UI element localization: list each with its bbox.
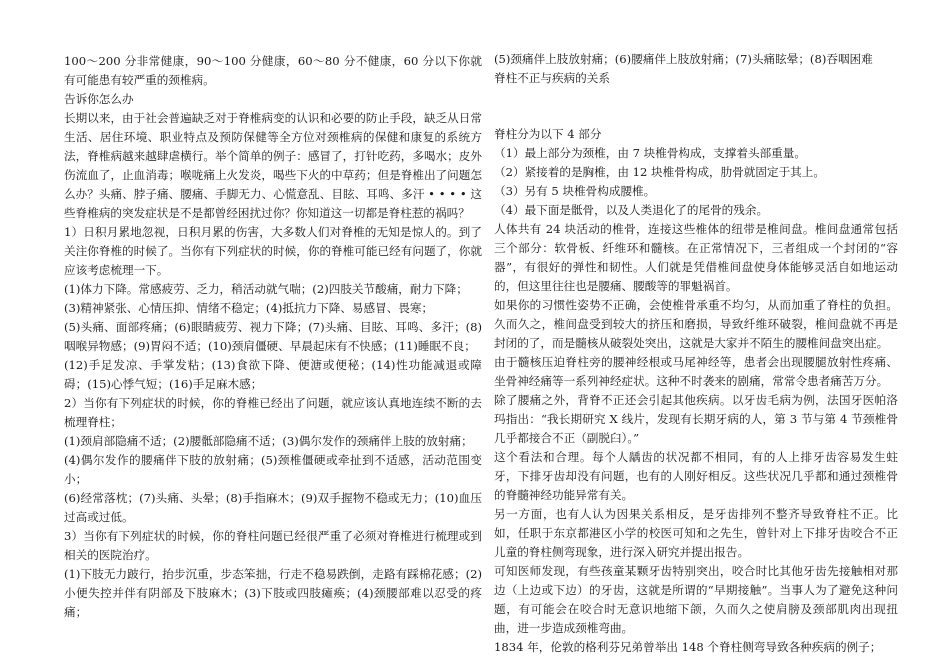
right-paragraph: （1）最上部分为颈椎，由 7 块椎骨构成，支撑着头部重量。 — [494, 146, 806, 160]
right-paragraph: 人体共有 24 块活动的椎骨，连接这些椎体的纽带是椎间盘。椎间盘通常包括三个部分：软骨板、纤维环和髓核。在正常情况下，三者组成一个封闭的“容器”，有很好的弹性和韧性。人们就是凭借椎间盘使身体能够灵活自如地运动的，但这里往往也是腰痛、腰酸等的罪魁祸首。 — [494, 222, 898, 293]
left-paragraph: (1)颈肩部隐痛不适；(2)腰骶部隐痛不适；(3)偶尔发作的颈痛伴上肢的放射痛； — [64, 434, 473, 448]
left-paragraph: (4)偶尔发作的腰痛伴下肢的放射痛；(5)颈椎僵硬或牵扯到不适感，活动范围变小； — [64, 453, 482, 486]
left-paragraph: 告诉你怎么办 — [64, 92, 134, 106]
section-heading: 脊柱不正与疾病的关系 — [494, 71, 610, 85]
left-paragraph: 长期以来，由于社会普遍缺乏对于脊椎病变的认识和必要的防止手段，缺乏从日常生活、居住环境、职业特点及预防保健等全方位对颈椎病的保健和康复的系统方法，脊椎病越来越肆虐横行。举个简单的例子：感冒了，打针吃药，多喝水；皮外伤流血了，止血消毒；喉咙痛上火发炎，喝些下火的中草药；但是脊椎出了问题怎么办？头痛、脖子痛、腰痛、手脚无力、心慌意乱、目眩、耳鸣、多汗 • • • • 这些脊椎病的突发症状是不是都曾经困扰过你？你知道这一切都是脊柱惹的祸吗？ — [64, 111, 482, 220]
right-paragraph: （3）另有 5 块椎骨构成腰椎。 — [494, 184, 656, 198]
left-paragraph: (12)手足发凉、手掌发粘；(13)食欲下降、便溏或便秘；(14)性功能减退或障碍；(15)心悸气短；(16)手足麻木感； — [64, 358, 482, 391]
right-column — [494, 50, 898, 657]
right-paragraph: 由于髓核压迫脊柱旁的腰神经根或马尾神经等，患者会出现腰腿放射性疼痛、坐骨神经痛等一系列神经症状。这种不时袭来的剧痛，常常令患者痛苦万分。 — [494, 355, 898, 388]
left-paragraph: (5)头痛、面部疼痛；(6)眼睛疲劳、视力下降；(7)头痛、目眩、耳鸣、多汗；(8)咽喉异物感；(9)胃闷不适；(10)颈肩僵硬、早晨起床有不快感；(11)睡眠不良； — [64, 320, 482, 353]
blank-space — [494, 88, 898, 125]
right-paragraph: 如果你的习惯性姿势不正确，会使椎骨承重不均匀，从而加重了脊柱的负担。久而久之，椎间盘受到较大的挤压和磨损，导致纤维环破裂，椎间盘就不再是封闭的了，而是髓核从破裂处突出，这就是大家并不陌生的腰椎间盘突出症。 — [494, 298, 898, 350]
left-paragraph: 2）当你有下列症状的时候，你的脊椎已经出了问题，就应该认真地连续不断的去梳理脊柱； — [64, 396, 482, 429]
left-paragraph: 100～200 分非常健康，90～100 分健康，60～80 分不健康，60 分以下你就有可能患有较严重的颈椎病。 — [64, 54, 482, 87]
left-paragraph: (1)体力下降。常感疲劳、乏力，稍活动就气喘；(2)四肢关节酸痛，耐力下降； — [64, 282, 468, 296]
left-paragraph: 3）当你有下列症状的时候，你的脊柱问题已经很严重了必须对脊椎进行梳理或到相关的医院治疗。 — [64, 529, 482, 562]
left-paragraph: (6)经常落枕；(7)头痛、头晕；(8)手指麻木；(9)双手握物不稳或无力；(10)血压过高或过低。 — [64, 491, 482, 524]
right-paragraph: 脊柱分为以下 4 部分 — [494, 127, 602, 141]
right-paragraph: (5)颈痛伴上肢放射痛；(6)腰痛伴上肢放射痛；(7)头痛眩晕；(8)吞咽困难 — [494, 52, 873, 66]
right-paragraph: 可知医师发现，有些孩童某颗牙齿特别突出，咬合时比其他牙齿先接触相对那边（上边或下边）的牙齿，这就是所谓的“早期接触”。当事人为了避免这种问题，有可能会在咬合时无意识地缩下颌，久而久之使肩膀及颈部肌肉出现扭曲，进一步造成颈椎弯曲。 — [494, 564, 898, 635]
right-paragraph: （2）紧接着的是胸椎，由 12 块椎骨构成，肋骨就固定于其上。 — [494, 165, 825, 179]
left-paragraph: (1)下肢无力跛行，抬步沉重，步态笨拙，行走不稳易跌倒，走路有踩棉花感；(2)小便失控并伴有阴部及下肢麻木；(3)下肢或四肢瘫痪；(4)颈腰部难以忍受的疼痛； — [64, 567, 482, 619]
right-paragraph: 1834 年，伦敦的格利芬兄弟曾举出 148 个脊柱侧弯导致各种疾病的例子； — [494, 640, 882, 654]
right-paragraph: （4）最下面是骶骨，以及人类退化了的尾骨的残余。 — [494, 203, 769, 217]
right-paragraph: 另一方面，也有人认为因果关系相反，是牙齿排列不整齐导致脊柱不正。比如，任职于东京都港区小学的校医可知和之先生，曾针对上下排牙齿咬合不正儿童的脊柱侧弯现象，进行深入研究并提出报告。 — [494, 507, 898, 559]
left-paragraph: (3)精神紧张、心情压抑、情绪不稳定；(4)抵抗力下降、易感冒、畏寒； — [64, 301, 434, 315]
left-column — [64, 52, 482, 622]
left-paragraph: 1）日积月累地忽视，日积月累的伤害，大多数人们对脊椎的无知是惊人的。到了关注你脊椎的时候了。当你有下列症状的时候，你的脊椎可能已经有问题了，你就应该考虑梳理一下。 — [64, 225, 482, 277]
right-paragraph: 除了腰痛之外，背脊不正还会引起其他疾病。以牙齿毛病为例，法国牙医帕洛玛指出：“我长期研究 X 线片，发现有长期牙病的人，第 3 节与第 4 节颈椎骨几乎都接合不正（副脱臼）。” — [494, 393, 898, 445]
right-paragraph: 这个看法和合理。每个人龋齿的状况都不相同，有的人上排牙齿容易发生蛀牙，下排牙齿却没有问题，也有的人刚好相反。这些状况几乎都和通过颈椎骨的脊髓神经功能异常有关。 — [494, 450, 898, 502]
